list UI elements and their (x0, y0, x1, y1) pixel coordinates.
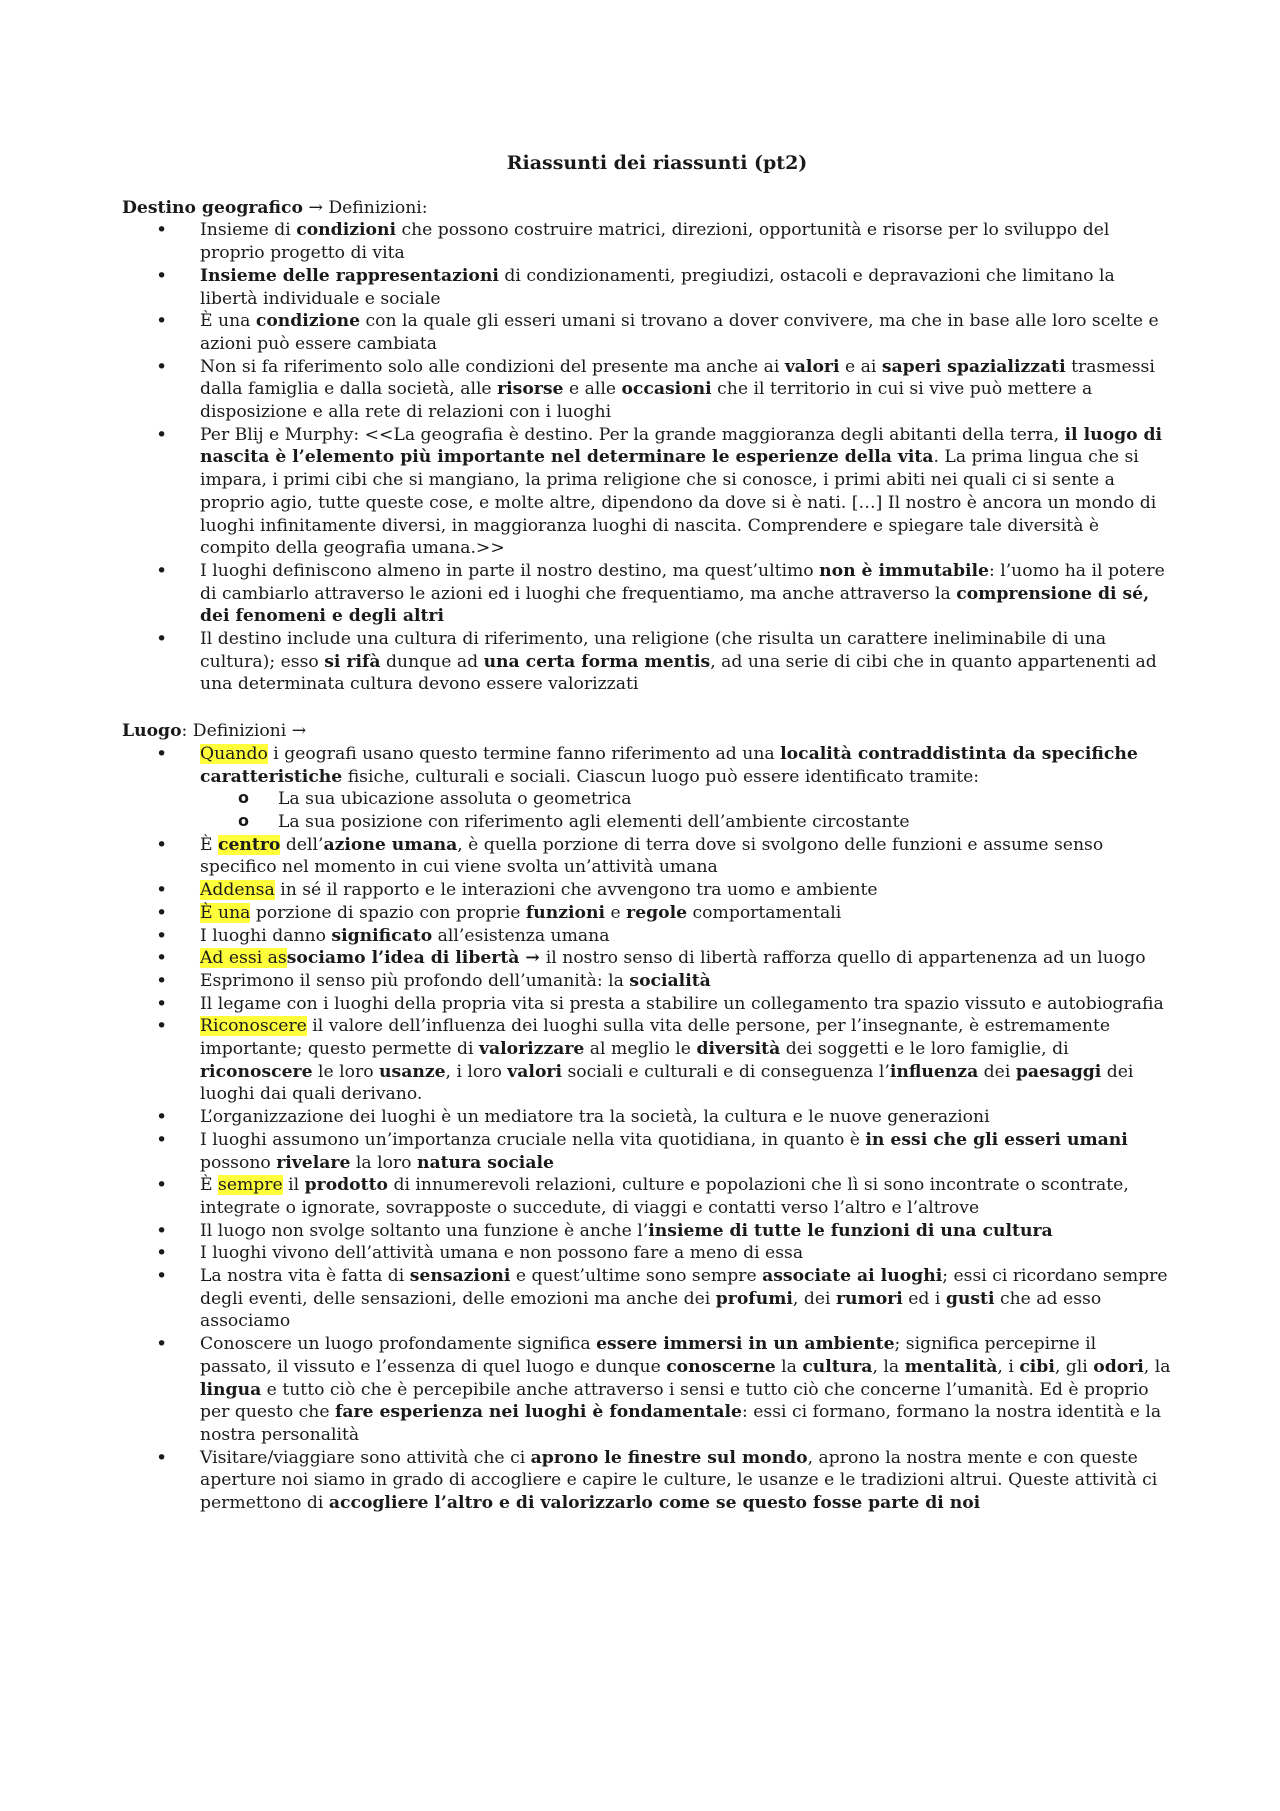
bold-text: rivelare (276, 1152, 351, 1173)
section-gap (122, 696, 1172, 720)
bold-text: conoscerne (666, 1356, 776, 1377)
bold-text: paesaggi (1015, 1061, 1102, 1082)
bold-text: rumori (835, 1288, 903, 1309)
text-run: sociali e culturali e di conseguenza l’ (562, 1061, 890, 1082)
bold-text: usanze (379, 1061, 446, 1082)
luogo-list (122, 743, 1172, 834)
bold-text: fare esperienza nei luoghi è fondamentale (334, 1402, 742, 1423)
bold-text: Insieme delle rappresentazioni (200, 265, 499, 286)
text-run: le loro (312, 1061, 380, 1082)
highlighted-text (218, 1175, 283, 1195)
text-run: : essi ci formano, formano la nostra identità e la nostra personalità (200, 1402, 1162, 1445)
text-run: È una (200, 311, 256, 332)
text-run: che possono costruire matrici, direzioni, opportunità e risorse per lo sviluppo del proprio progetto di vita (200, 220, 1110, 264)
bold-text: accogliere l’altro e di valorizzarlo come se questo fosse parte di noi (328, 1493, 981, 1514)
text-run: Il legame con i luoghi della propria vita si presta a stabilire un collegamento tra spazio vissuto e autobiografia (200, 993, 1164, 1014)
list-item (200, 1447, 1172, 1515)
list-item (200, 993, 1172, 1016)
text-run: che ad esso associamo (200, 1288, 1102, 1332)
list-item (200, 628, 1172, 696)
bold-text: cibi (1019, 1356, 1055, 1377)
bold-text: località contraddistinta da specifiche caratteristiche (200, 743, 1138, 787)
text-run: e alle (563, 379, 622, 400)
bold-text: azione umana (323, 834, 458, 855)
highlighted-text (218, 835, 280, 855)
text-run: ; essi ci ricordano sempre degli eventi, delle sensazioni, delle emozioni ma anche dei (200, 1266, 1168, 1309)
list-item (200, 1265, 1172, 1333)
text-run: di condizionamenti, pregiudizi, ostacoli e depravazioni che limitano la libertà individuale e sociale (200, 265, 1115, 309)
list-item (200, 1129, 1172, 1174)
text-run: , ad una serie di cibi che in quanto appartenenti ad una determinata cultura devono essere valorizzati (200, 651, 1157, 695)
highlighted-text (200, 744, 268, 764)
bold-text: valori (784, 356, 840, 377)
highlighted-text (200, 903, 250, 923)
text-run: , gli (1054, 1356, 1094, 1377)
list-item (200, 1220, 1172, 1243)
text-run: Riconoscere (200, 1016, 307, 1037)
text-run: che il territorio in cui si vive può mettere a disposizione e alla rete di relazioni con i luoghi (200, 379, 1093, 423)
bold-text: riconoscere (200, 1061, 313, 1082)
bold-text: una certa forma mentis (483, 651, 711, 672)
bold-text: regole (626, 902, 688, 923)
bold-text: mentalità (904, 1356, 998, 1377)
bold-text: funzioni (525, 902, 606, 923)
bold-text: odori (1093, 1356, 1144, 1377)
text-run: la loro (350, 1152, 417, 1173)
list-item (200, 834, 1172, 879)
list-item (200, 1015, 1172, 1106)
bold-text: essere immersi in un ambiente (596, 1334, 895, 1355)
sub-list-item: o La sua ubicazione assoluta o geometrica (278, 788, 1172, 811)
text-run: fisiche, culturali e sociali. Ciascun luogo può essere identificato tramite: (342, 766, 980, 787)
text-run: in sé il rapporto e le interazioni che avvengono tra uomo e ambiente (274, 880, 878, 901)
bold-text: sensazioni (409, 1266, 511, 1287)
document-page (122, 152, 1172, 1515)
text-run: e ai (839, 356, 882, 377)
text-run: . La prima lingua che si impara, i primi cibi che si mangiano, la prima religione che si conosce, i primi abiti nei quali ci si sente a proprio agio, tutte queste cose, e molte altre, dipendono da dove si è nati. […] Il nostro è ancora un mondo di luoghi infinitamente diversi, in maggioranza luoghi di nascita. Comprendere e spiegare tale diversità è compito della geografia umana.>> (200, 447, 1157, 559)
text-run: all’esistenza umana (432, 925, 610, 946)
list-item (200, 560, 1172, 628)
list-item (200, 879, 1172, 902)
text-run: La nostra vita è fatta di (200, 1266, 410, 1287)
arrow-right-icon: → (308, 197, 323, 218)
text-run: comportamentali (687, 902, 842, 923)
list-item (200, 310, 1172, 355)
bold-text: gusti (945, 1288, 995, 1309)
text-run: possono (200, 1152, 277, 1173)
text-run: dei soggetti e le loro famiglie, di (780, 1039, 1069, 1060)
text-run: la (775, 1356, 803, 1377)
text-run: il nostro senso di libertà rafforza quello di appartenenza ad un luogo (545, 948, 1146, 969)
text-run: ; significa percepirne il passato, il vissuto e l’essenza di quel luogo e dunque (200, 1334, 1097, 1377)
bold-text: diversità (696, 1039, 781, 1060)
sub-list (200, 788, 1172, 833)
text-run: Per Blij e Murphy: <<La geografia è destino. Per la grande maggioranza degli abitanti della terra, (200, 424, 1065, 445)
text-run: trasmessi dalla famiglia e dalla società, alle (200, 356, 1155, 400)
text-run: Quando (200, 743, 268, 764)
sub-list-item: o La sua posizione con riferimento agli elementi dell’ambiente circostante (278, 811, 1172, 834)
text-run: È (200, 834, 219, 855)
section-heading-label: Luogo (122, 721, 182, 742)
text-run: con la quale gli esseri umani si trovano a dover convivere, ma che in base alle loro scelte e azioni può essere cambiata (200, 311, 1159, 354)
bold-text: natura sociale (416, 1152, 554, 1173)
text-run: i geografi usano questo termine fanno riferimento ad una (267, 743, 781, 764)
luogo-list-rest (122, 834, 1172, 1515)
text-run: dell’ (280, 834, 324, 855)
list-item (200, 265, 1172, 310)
text-run: dei luoghi dai quali derivano. (200, 1061, 1134, 1105)
text-run: dunque ad (380, 651, 484, 672)
text-run: , è quella porzione di terra dove si svolgono delle funzioni e assume senso specifico nel momento in cui viene svolta un’attività umana (200, 834, 1104, 878)
bold-text: comprensione di sé, dei fenomeni e degli altri (200, 583, 1150, 627)
text-run: Il destino include una cultura di riferimento, una religione (che risulta un carattere ineliminabile di una cultura); esso (200, 629, 1107, 672)
text-run: : l’uomo ha il potere di cambiarlo attraverso le azioni ed i luoghi che frequentiamo, ma anche attraverso la (200, 560, 1165, 604)
bold-text: centro (218, 834, 281, 855)
bold-text: sociamo l’idea di libertà (286, 948, 520, 969)
text-run: di innumerevoli relazioni, culture e popolazioni che lì si sono incontrate o scontrate, integrate o ignorate, sovrapposte o succedute, di viaggi e contatti verso l’altro e l’altrove (200, 1175, 1129, 1218)
bold-text: socialità (629, 970, 711, 991)
text-run: Il luogo non svolge soltanto una funzione è anche l’ (200, 1220, 649, 1241)
bold-text: non è immutabile (819, 560, 989, 581)
text-run: , aprono la nostra mente e con queste aperture noi siamo in grado di accogliere e capire le culture, le usanze e le tradizioni altrui. Queste attività ci permettono di (200, 1447, 1158, 1514)
bold-text: cultura (802, 1356, 873, 1377)
section-heading-rest: : Definizioni (181, 721, 287, 742)
highlighted-text (200, 1016, 307, 1036)
text-run: il (282, 1175, 305, 1196)
bold-text: aprono le finestre sul mondo (530, 1447, 808, 1468)
bold-text: → (519, 948, 546, 969)
bold-text: si rifà (324, 651, 381, 672)
text-run: Conoscere un luogo profondamente significa (200, 1334, 597, 1355)
section-heading-label: Destino geografico (122, 197, 303, 218)
highlighted-text (200, 948, 287, 968)
text-run: Insieme di (200, 220, 297, 241)
bold-text: saperi spazializzati (881, 356, 1066, 377)
section-heading-rest: Definizioni: (328, 197, 428, 218)
list-item (200, 1106, 1172, 1129)
bold-text: risorse (497, 379, 564, 400)
list-item (200, 947, 1172, 970)
list-item (200, 902, 1172, 925)
list-item (200, 1242, 1172, 1265)
text-run: il valore dell’influenza dei luoghi sulla vita delle persone, per l’insegnante, è estremamente importante; questo permette di (200, 1016, 1111, 1060)
text-run: ed i (902, 1288, 946, 1309)
bold-text: significato (331, 925, 433, 946)
page-title: Riassunti dei riassunti (pt2) (506, 152, 808, 174)
text-run: Esprimono il senso più profondo dell’umanità: la (200, 970, 630, 991)
text-run: , la (1143, 1356, 1171, 1377)
list-item (200, 970, 1172, 993)
text-run: dei (978, 1061, 1016, 1082)
list-item (200, 424, 1172, 560)
bold-text: profumi (715, 1288, 793, 1309)
bold-text: condizione (255, 311, 361, 332)
list-item (200, 1333, 1172, 1447)
bold-text: associate ai luoghi (762, 1266, 943, 1287)
text-run: È una (200, 902, 251, 923)
highlighted-text (200, 880, 275, 900)
text-run: , i loro (445, 1061, 508, 1082)
bold-text: lingua (200, 1379, 262, 1400)
bold-text: valorizzare (478, 1039, 585, 1060)
text-run: porzione di spazio con proprie (250, 902, 526, 923)
text-run: Addensa (200, 880, 275, 901)
destino-list (122, 219, 1172, 696)
bold-text: condizioni (296, 220, 397, 241)
text-run: Visitare/viaggiare sono attività che ci (200, 1447, 531, 1468)
text-run: Non si fa riferimento solo alle condizioni del presente ma anche ai (200, 356, 785, 377)
text-run: sempre (218, 1175, 283, 1196)
text-run: e (605, 902, 627, 923)
text-run: È (200, 1175, 219, 1196)
bold-text: prodotto (304, 1175, 388, 1196)
section-heading-luogo (122, 720, 1172, 743)
text-run: L’organizzazione dei luoghi è un mediatore tra la società, la cultura e le nuove generazioni (200, 1107, 990, 1128)
bold-text: valori (507, 1061, 562, 1082)
text-run: e quest’ultime sono sempre (510, 1266, 763, 1287)
arrow-right-icon: → (291, 721, 307, 742)
text-run: e tutto ciò che è percepibile anche attraverso i sensi e tutto ciò che concerne l’umanità. Ed è proprio per questo che (200, 1379, 1149, 1423)
text-run: , dei (792, 1288, 836, 1309)
bold-text: occasioni (621, 379, 712, 400)
bold-text: influenza (889, 1061, 979, 1082)
bold-text: insieme di tutte le funzioni di una cultura (648, 1220, 1053, 1241)
text-run: Ad essi as (200, 948, 287, 969)
bold-text: il luogo di nascita è l’elemento più importante nel determinare le esperienze della vita (200, 424, 1163, 468)
bold-text: in essi che gli esseri umani (865, 1129, 1128, 1150)
list-item (200, 743, 1172, 834)
list-item (200, 356, 1172, 424)
text-run: I luoghi danno (200, 925, 332, 946)
text-run: , la (872, 1356, 905, 1377)
text-run: al meglio le (584, 1039, 697, 1060)
text-run: I luoghi definiscono almeno in parte il nostro destino, ma quest’ultimo (200, 560, 820, 581)
section-heading-destino (122, 197, 1172, 220)
text-run: , i (997, 1356, 1020, 1377)
list-item (200, 925, 1172, 948)
text-run: I luoghi assumono un’importanza cruciale nella vita quotidiana, in quanto è (200, 1129, 866, 1150)
list-item (200, 219, 1172, 264)
list-item (200, 1174, 1172, 1219)
text-run: I luoghi vivono dell’attività umana e non possono fare a meno di essa (200, 1243, 804, 1264)
